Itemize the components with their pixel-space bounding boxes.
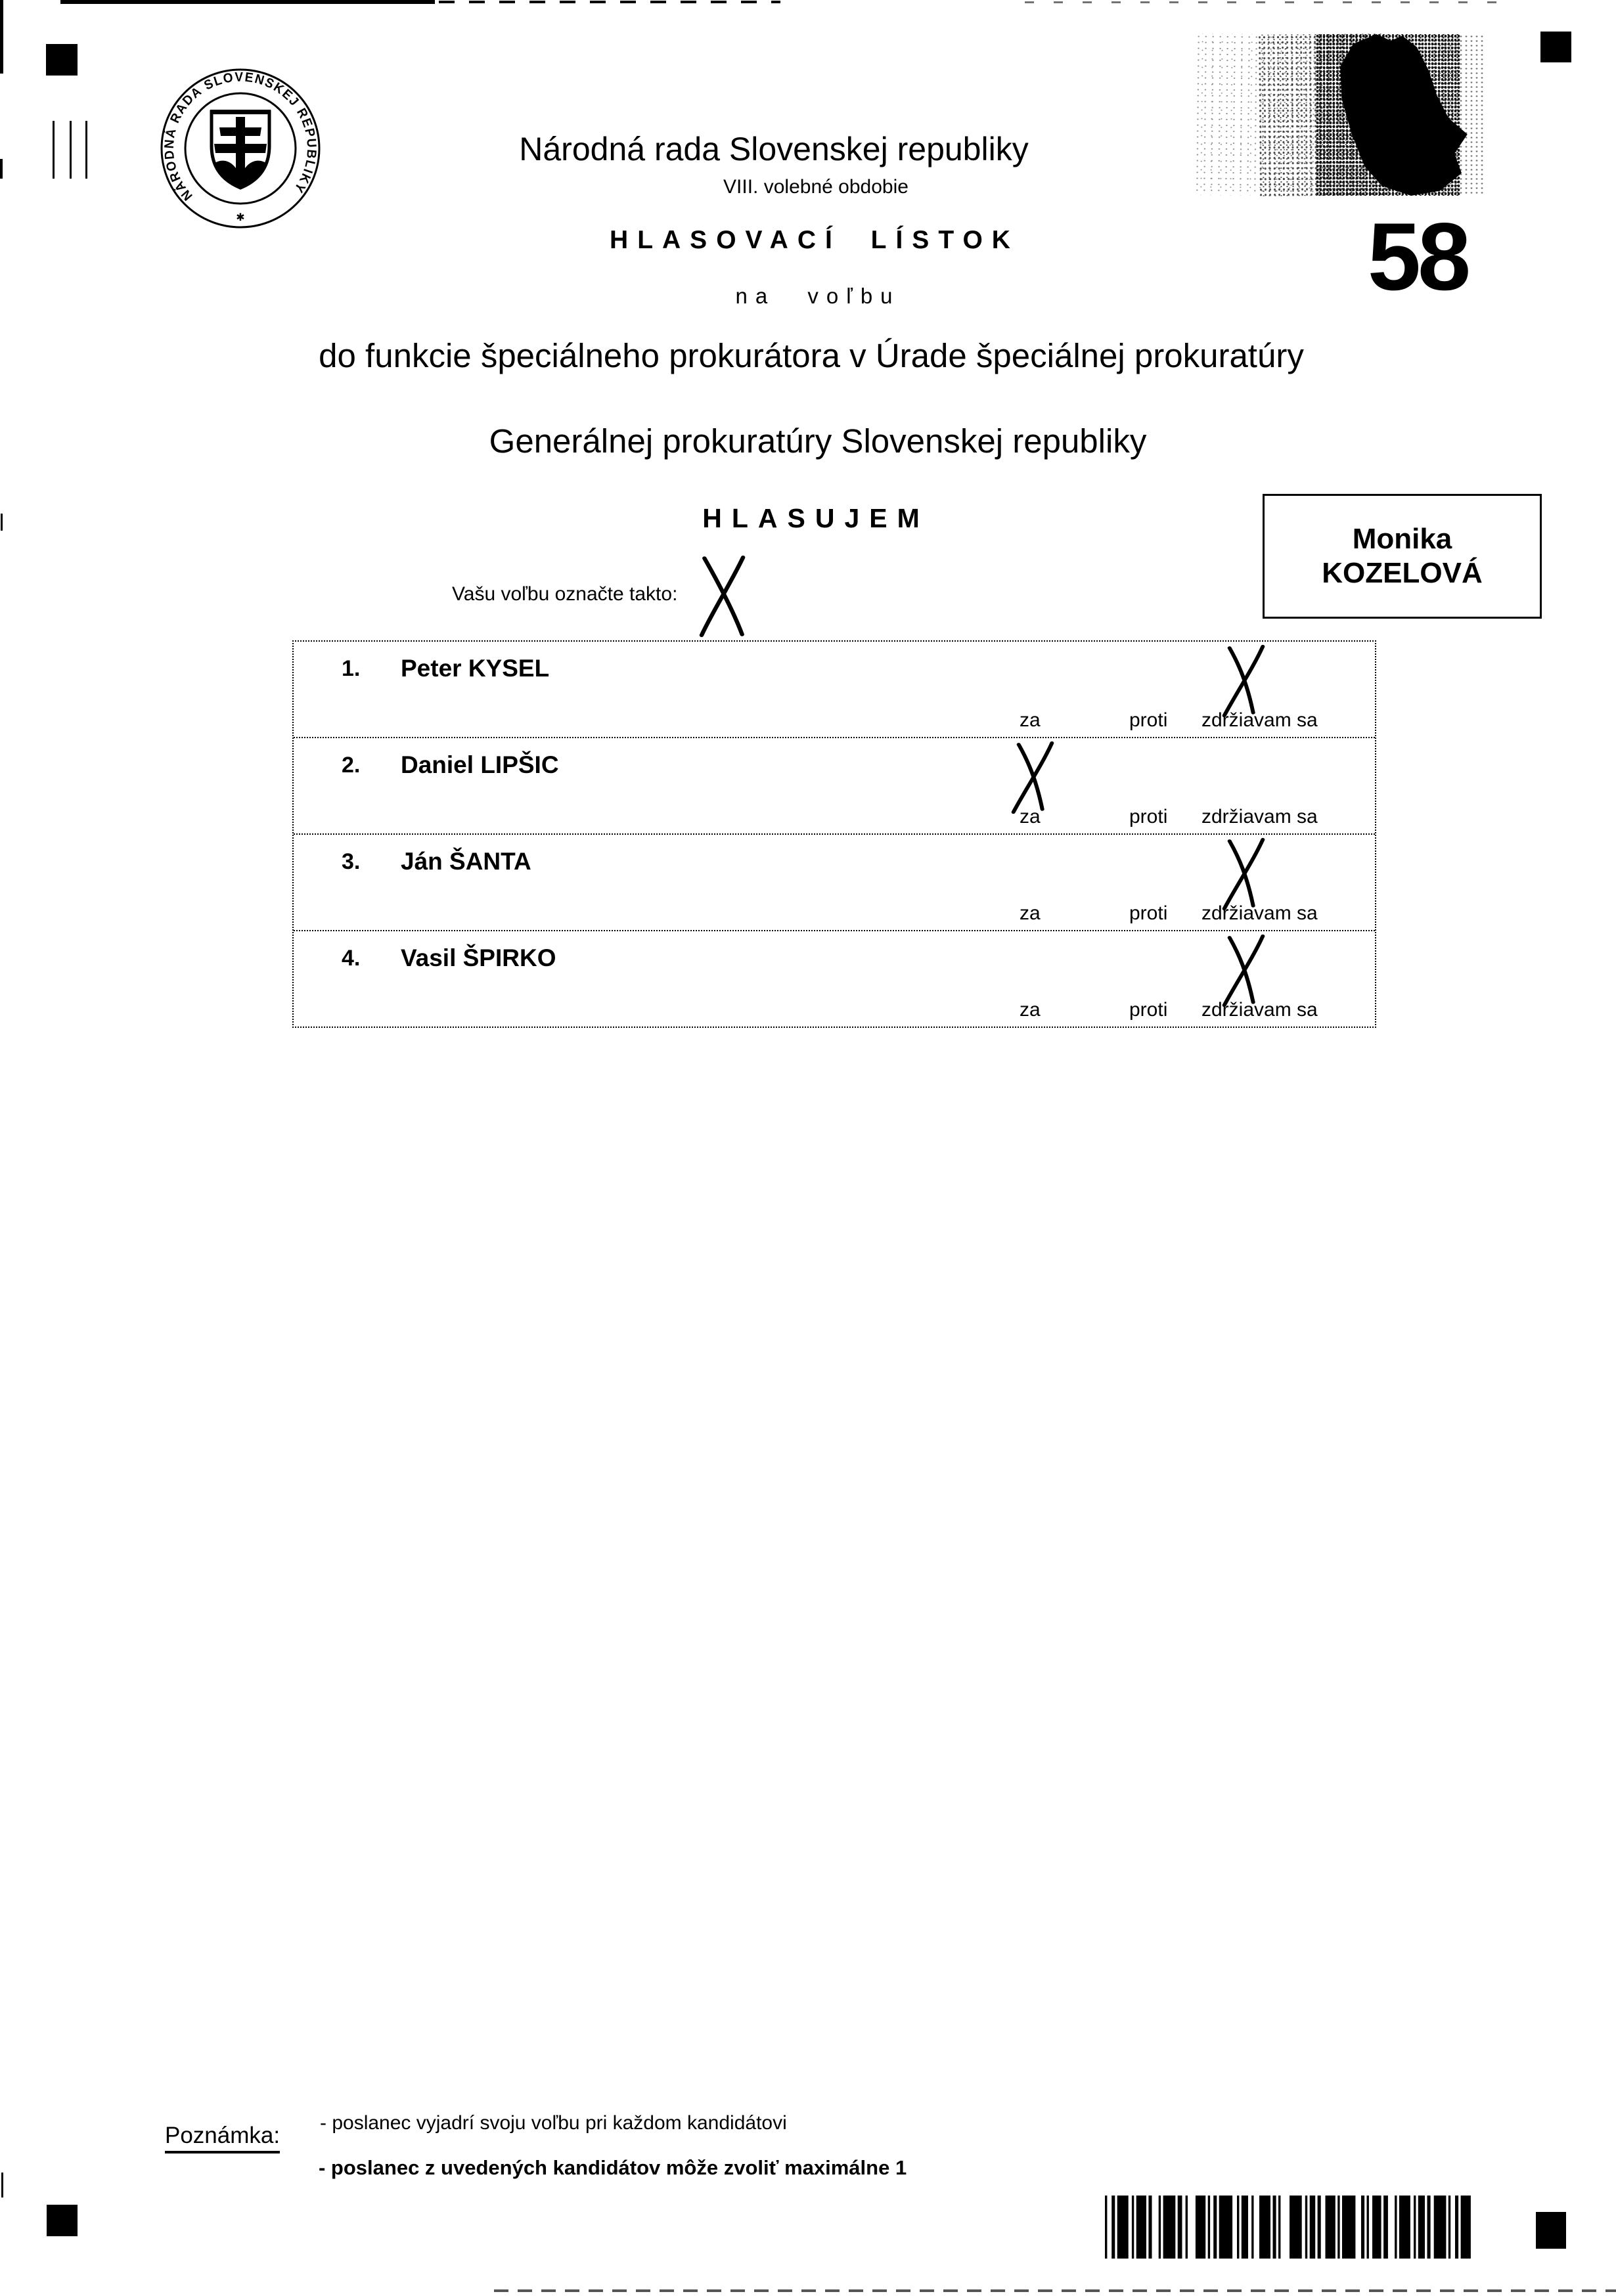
- ballot-number: 58: [1367, 203, 1468, 310]
- note-line-1: - poslanec vyjadrí svoju voľbu pri každom kandidátovi: [320, 2112, 787, 2134]
- note-line-2: - poslanec z uvedených kandidátov môže zvoliť maximálne 1: [319, 2156, 907, 2179]
- registration-square-bottom-right: [1536, 2212, 1566, 2249]
- voter-last-name: KOZELOVÁ: [1322, 557, 1483, 589]
- option-za: za: [1020, 806, 1041, 828]
- office-line-2: Generálnej prokuratúry Slovenskej republiky: [489, 422, 1147, 460]
- seal-ring-text: NÁRODNÁ RADA SLOVENSKEJ REPUBLIKY: [162, 70, 319, 204]
- candidate-name: Vasil ŠPIRKO: [401, 944, 556, 971]
- office-line-1: do funkcie špeciálneho prokurátora v Úrade špeciálnej prokuratúry: [319, 337, 1304, 374]
- option-proti: proti: [1129, 806, 1168, 828]
- candidate-name: Ján ŠANTA: [401, 848, 531, 875]
- option-za: za: [1020, 709, 1041, 731]
- vote-x-mark: [1217, 644, 1270, 718]
- registration-square-top-left: [46, 44, 78, 76]
- vote-x-mark: [1217, 837, 1270, 911]
- scan-edge-artifact: [439, 1, 780, 3]
- option-proti: proti: [1129, 999, 1168, 1021]
- election-term: VIII. volebné obdobie: [723, 176, 909, 198]
- option-zdrziavam-sa: zdržiavam sa: [1201, 709, 1318, 731]
- candidate-name: Peter KYSEL: [401, 655, 550, 682]
- vote-x-mark: [1006, 741, 1059, 814]
- ballot-title: HLASOVACÍ LÍSTOK: [610, 226, 1020, 254]
- voter-first-name: Monika: [1352, 523, 1452, 555]
- barcode: [1105, 2196, 1474, 2259]
- option-zdrziavam-sa: zdržiavam sa: [1201, 806, 1318, 828]
- scanner-smudge-artifact: [1194, 34, 1483, 196]
- scan-edge-artifact: [494, 2289, 1616, 2292]
- registration-square-bottom-left: [47, 2205, 78, 2236]
- option-proti: proti: [1129, 902, 1168, 924]
- scan-edge-artifact: [1, 514, 3, 531]
- example-x-mark: [695, 555, 752, 638]
- mark-instruction: Vašu voľbu označte takto:: [452, 583, 678, 605]
- scan-edge-artifact: [1025, 1, 1511, 3]
- candidate-row: [294, 835, 1375, 931]
- candidate-number: 4.: [342, 946, 361, 971]
- scan-edge-artifact: [0, 0, 3, 74]
- candidate-number: 3.: [342, 849, 361, 874]
- vote-heading: HLASUJEM: [702, 503, 930, 533]
- option-za: za: [1020, 999, 1041, 1021]
- voter-name-box: [1263, 494, 1542, 619]
- note-label: Poznámka:: [165, 2123, 280, 2153]
- ballot-subtitle: na voľbu: [735, 284, 901, 308]
- candidate-number: 2.: [342, 753, 361, 778]
- option-proti: proti: [1129, 709, 1168, 731]
- option-zdrziavam-sa: zdržiavam sa: [1201, 999, 1318, 1021]
- option-zdrziavam-sa: zdržiavam sa: [1201, 902, 1318, 924]
- parliament-title: Národná rada Slovenskej republiky: [519, 131, 1029, 167]
- candidate-name: Daniel LIPŠIC: [401, 751, 559, 778]
- candidate-row: [294, 931, 1375, 1027]
- scan-edge-artifact: [60, 0, 435, 4]
- registration-square-top-right: [1540, 32, 1571, 62]
- seal-star: ✱: [236, 212, 245, 223]
- candidate-number: 1.: [342, 656, 361, 681]
- option-za: za: [1020, 902, 1041, 924]
- vote-x-mark: [1217, 934, 1270, 1007]
- candidate-row: [294, 738, 1375, 835]
- scan-edge-artifact: [1, 2173, 3, 2197]
- candidate-list: [292, 640, 1376, 1028]
- candidate-row: [294, 642, 1375, 738]
